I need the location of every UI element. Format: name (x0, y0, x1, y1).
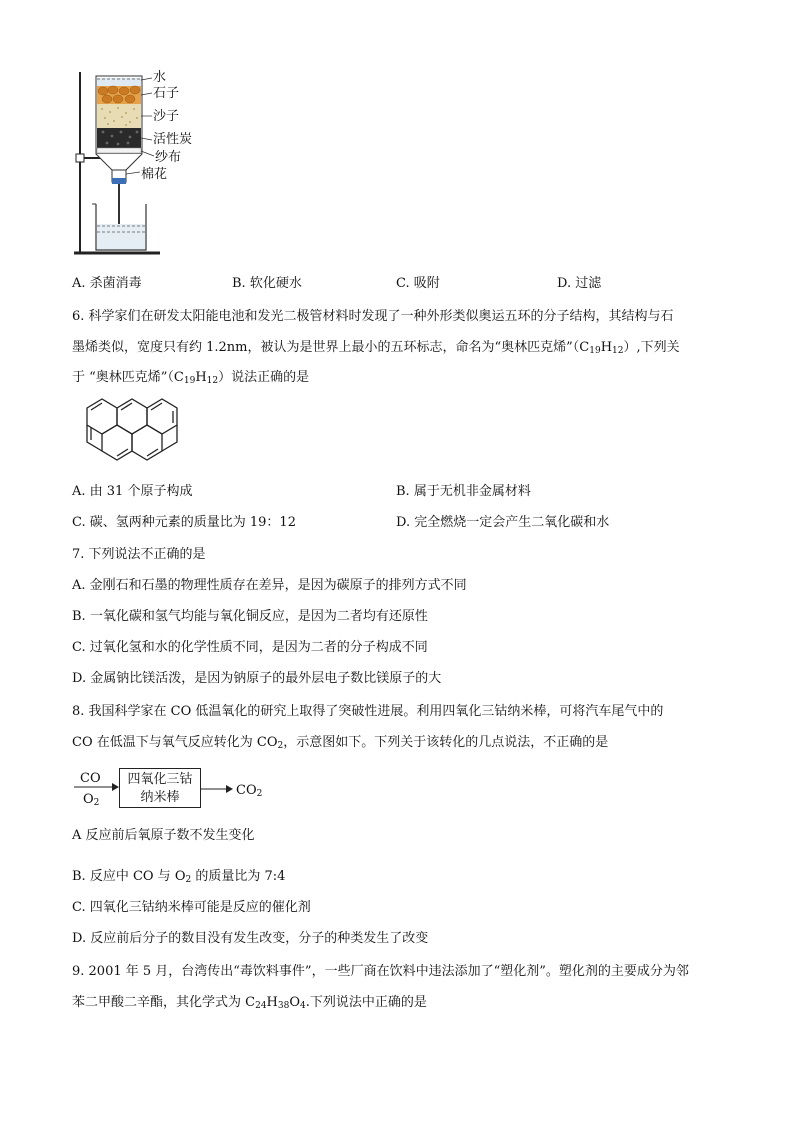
q5-option-b: B. 软化硬水 (232, 276, 302, 291)
q7-option-c: C. 过氧化氢和水的化学性质不同，是因为二者的分子构成不同 (72, 640, 428, 655)
diagram-input-co: CO (80, 771, 101, 786)
diagram-output-arrow (201, 784, 235, 794)
q8-option-b: B. 反应中 CO 与 $O_2$ 的质量比为 7:4 (72, 869, 286, 885)
q5-option-a: A. 杀菌消毒 (72, 276, 142, 291)
q5-option-c: C. 吸附 (396, 276, 440, 291)
filtration-apparatus-figure (60, 66, 210, 262)
label-water: 水 (153, 70, 167, 85)
q8-option-d: D. 反应前后分子的数目没有发生改变，分子的种类发生了改变 (72, 931, 429, 946)
q6-stem-line2: 墨烯类似，宽度只有约 1.2nm，被认为是世界上最小的五环标志，命名为“奥林匹克烯$”(C_{19}H_{12})$,下列关 (72, 340, 680, 356)
q5-option-d: D. 过滤 (557, 276, 602, 291)
label-gauze: 纱布 (155, 150, 182, 165)
q6-option-b: B. 属于无机非金属材料 (396, 484, 531, 499)
catalyst-box-line1: 四氧化三钴 (127, 772, 193, 787)
q6-option-d: D. 完全燃烧一定会产生二氧化碳和水 (396, 515, 610, 530)
q6-stem-line3: 于 “奥林匹克烯$”(C_{19}H_{12})$说法正确的是 (72, 370, 310, 386)
q8-stem-line1: 8. 我国科学家在 CO 低温氧化的研究上取得了突破性进展。利用四氧化三钴纳米棒，可将汽车尾气中的 (72, 704, 664, 719)
q7-option-a: A. 金刚石和石墨的物理性质存在差异，是因为碳原子的排列方式不同 (72, 578, 467, 593)
q6-option-a: A. 由 31 个原子构成 (72, 484, 193, 499)
q8-option-c: C. 四氧化三钴纳米棒可能是反应的催化剂 (72, 900, 311, 915)
q7-option-d: D. 金属钠比镁活泼，是因为钠原子的最外层电子数比镁原子的大 (72, 671, 442, 686)
q7-option-b: B. 一氧化碳和氢气均能与氧化铜反应，是因为二者均有还原性 (72, 609, 428, 624)
diagram-output-co2: $CO_2$ (236, 783, 263, 799)
catalyst-box (119, 768, 201, 808)
label-sand: 沙子 (153, 109, 180, 124)
q6-stem-line1: 6. 科学家们在研发太阳能电池和发光二极管材料时发现了一种外形类似奥运五环的分子结构，其结构与石 (72, 309, 674, 324)
q9-stem-line2: 苯二甲酸二辛酯，其化学式为 $C_{24}H_{38}O_4$.下列说法中正确的是 (72, 995, 427, 1011)
q8-option-a: A 反应前后氧原子数不发生变化 (72, 828, 255, 843)
q9-stem-line1: 9. 2001 年 5 月，台湾传出“毒饮料事件”，一些厂商在饮料中违法添加了“塑化剂”。塑化剂的主要成分为邻 (72, 964, 689, 979)
q8-stem-line2: CO 在低温下与氧气反应转化为 $CO_2$，示意图如下。下列关于该转化的几点说法，不正确的是 (72, 735, 609, 751)
olympicene-structure (68, 394, 192, 476)
q6-option-c: C. 碳、氢两种元素的质量比为 19：12 (72, 515, 296, 530)
diagram-input-o2: $O_2$ (83, 792, 100, 808)
catalyst-box-line2: 纳米棒 (140, 790, 180, 805)
label-cotton: 棉花 (141, 167, 168, 182)
q7-stem: 7. 下列说法不正确的是 (72, 547, 206, 562)
label-stones: 石子 (153, 86, 180, 101)
label-activated-carbon: 活性炭 (153, 132, 193, 147)
